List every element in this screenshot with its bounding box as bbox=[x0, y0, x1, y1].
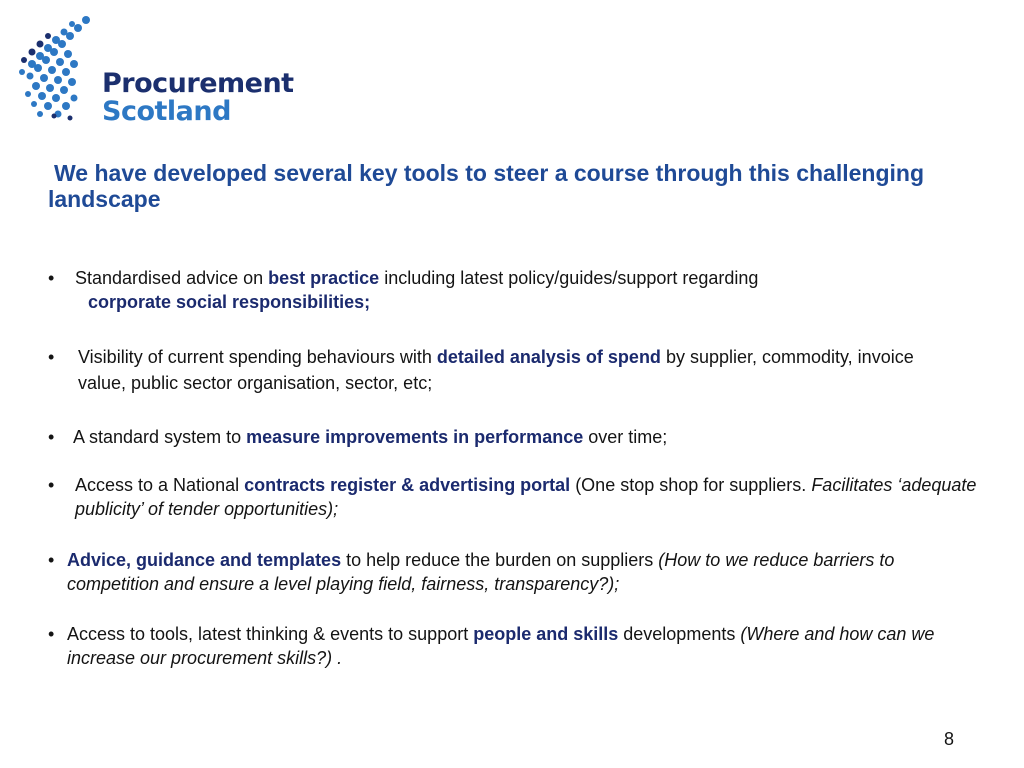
bullet-emphasis: detailed analysis of spend bbox=[436, 347, 661, 367]
bullet-text: by supplier, commodity, invoice value, public sector organisation, sector, etc; bbox=[78, 347, 914, 393]
bullet-italic-note: (How to we reduce barriers to competition and ensure a level playing field, fairness, transparency?); bbox=[67, 550, 895, 594]
bullet-text: A standard system to bbox=[73, 427, 247, 447]
bullet-item-performance bbox=[48, 425, 988, 449]
bullet-item-spend-analysis bbox=[48, 344, 948, 396]
bullet-text: Visibility of current spending behaviours with bbox=[78, 347, 437, 367]
bullet-item-advice-guidance bbox=[48, 548, 988, 596]
page-number: 8 bbox=[944, 729, 955, 749]
bullet-marker: • bbox=[48, 427, 55, 447]
bullet-marker: • bbox=[48, 550, 55, 570]
bullet-text: to help reduce the burden on suppliers bbox=[341, 550, 659, 570]
bullet-text: over time; bbox=[583, 427, 668, 447]
bullet-emphasis: measure improvements in performance bbox=[246, 427, 584, 447]
bullet-italic-note: (Where and how can we increase our procurement skills?) . bbox=[67, 624, 935, 668]
bullet-text: (One stop shop for suppliers. bbox=[570, 475, 812, 495]
bullet-emphasis: Advice, guidance and templates bbox=[67, 550, 342, 570]
bullet-emphasis: people and skills bbox=[473, 624, 619, 644]
bullet-text: developments bbox=[618, 624, 741, 644]
procurement-scotland-logo bbox=[12, 14, 294, 127]
bullet-item-best-practice bbox=[48, 266, 1008, 314]
bullet-marker: • bbox=[48, 475, 55, 495]
logo-dots-icon bbox=[12, 14, 102, 126]
bullet-emphasis: contracts register & advertising portal bbox=[244, 475, 571, 495]
bullet-marker: • bbox=[48, 624, 55, 644]
bullet-item-people-skills bbox=[48, 622, 1003, 670]
bullet-text: Access to a National bbox=[75, 475, 245, 495]
logo-text-scotland: Scotland bbox=[102, 96, 231, 127]
bullet-emphasis: corporate social responsibilities; bbox=[88, 292, 371, 312]
slide-heading: We have developed several key tools to steer a course through this challenging landscape bbox=[48, 160, 925, 212]
bullet-emphasis: best practice bbox=[268, 268, 380, 288]
bullet-text: Access to tools, latest thinking & events to support bbox=[67, 624, 474, 644]
bullet-marker: • bbox=[48, 268, 55, 288]
bullet-marker: • bbox=[48, 347, 55, 367]
bullet-item-contracts-register bbox=[48, 473, 1008, 521]
bullet-text: including latest policy/guides/support regarding bbox=[379, 268, 759, 288]
bullet-text: Standardised advice on bbox=[75, 268, 269, 288]
logo-text-procurement: Procurement bbox=[102, 68, 294, 99]
bullet-italic-note: Facilitates ‘adequate publicity’ of tender opportunities); bbox=[75, 475, 977, 519]
